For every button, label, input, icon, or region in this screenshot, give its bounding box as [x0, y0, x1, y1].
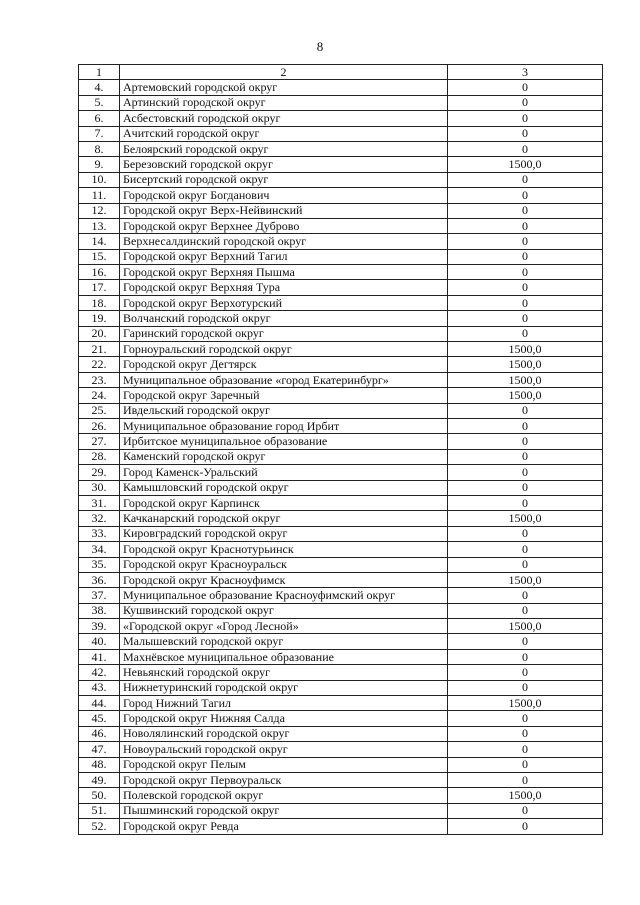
municipality-name-cell: Городской округ Нижняя Салда — [120, 711, 448, 726]
allocation-value-cell: 0 — [448, 218, 603, 233]
municipality-name-cell: Город Каменск-Уральский — [120, 465, 448, 480]
allocation-value-cell: 0 — [448, 111, 603, 126]
allocation-value-cell: 0 — [448, 141, 603, 156]
municipality-name-cell: Малышевский городской округ — [120, 634, 448, 649]
municipality-name-cell: Городской округ Верхний Тагил — [120, 249, 448, 264]
table-row — [79, 742, 603, 757]
table-row — [79, 803, 603, 818]
row-number-cell: 27. — [79, 434, 120, 449]
municipality-name-cell: Верхнесалдинский городской округ — [120, 234, 448, 249]
allocation-value-cell: 1500,0 — [448, 157, 603, 172]
row-number-cell: 44. — [79, 696, 120, 711]
table-row — [79, 465, 603, 480]
municipality-name-cell: Полевской городской округ — [120, 788, 448, 803]
table-row — [79, 126, 603, 141]
row-number-cell: 46. — [79, 726, 120, 741]
row-number-cell: 35. — [79, 557, 120, 572]
row-number-cell: 13. — [79, 218, 120, 233]
row-number-cell: 45. — [79, 711, 120, 726]
allocation-value-cell: 1500,0 — [448, 619, 603, 634]
municipality-name-cell: Городской округ Заречный — [120, 388, 448, 403]
municipality-name-cell: Новолялинский городской округ — [120, 726, 448, 741]
table-row — [79, 95, 603, 110]
table-row — [79, 403, 603, 418]
row-number-cell: 7. — [79, 126, 120, 141]
table-row — [79, 634, 603, 649]
allocation-value-cell: 0 — [448, 680, 603, 695]
allocation-value-cell: 0 — [448, 480, 603, 495]
table-row — [79, 757, 603, 772]
municipality-name-cell: Волчанский городской округ — [120, 311, 448, 326]
column-name-header: 2 — [120, 65, 448, 80]
table-row — [79, 788, 603, 803]
municipality-name-cell: Ирбитское муниципальное образование — [120, 434, 448, 449]
row-number-cell: 15. — [79, 249, 120, 264]
table-row — [79, 511, 603, 526]
table-row — [79, 649, 603, 664]
allocation-value-cell: 1500,0 — [448, 511, 603, 526]
row-number-cell: 42. — [79, 665, 120, 680]
row-number-cell: 29. — [79, 465, 120, 480]
table-row — [79, 680, 603, 695]
row-number-cell: 22. — [79, 357, 120, 372]
row-number-cell: 51. — [79, 803, 120, 818]
allocation-value-cell: 0 — [448, 295, 603, 310]
municipality-name-cell: Каменский городской округ — [120, 449, 448, 464]
municipality-name-cell: Ачитский городской округ — [120, 126, 448, 141]
row-number-cell: 21. — [79, 342, 120, 357]
municipality-name-cell: Муниципальное образование Красноуфимский округ — [120, 588, 448, 603]
row-number-cell: 25. — [79, 403, 120, 418]
row-number-cell: 47. — [79, 742, 120, 757]
allocation-value-cell: 0 — [448, 819, 603, 834]
row-number-cell: 34. — [79, 542, 120, 557]
allocation-value-cell: 0 — [448, 265, 603, 280]
row-number-cell: 12. — [79, 203, 120, 218]
row-number-cell: 49. — [79, 772, 120, 787]
allocation-value-cell: 0 — [448, 711, 603, 726]
row-number-cell: 19. — [79, 311, 120, 326]
row-number-cell: 52. — [79, 819, 120, 834]
allocation-value-cell: 1500,0 — [448, 696, 603, 711]
row-number-cell: 39. — [79, 619, 120, 634]
allocation-value-cell: 0 — [448, 772, 603, 787]
allocation-value-cell: 0 — [448, 603, 603, 618]
allocation-value-cell: 0 — [448, 234, 603, 249]
allocation-value-cell: 0 — [448, 542, 603, 557]
municipality-name-cell: Асбестовский городской округ — [120, 111, 448, 126]
allocation-value-cell: 0 — [448, 665, 603, 680]
table-row — [79, 295, 603, 310]
row-number-cell: 24. — [79, 388, 120, 403]
municipality-name-cell: Городской округ Верхнее Дуброво — [120, 218, 448, 233]
municipality-name-cell: Кировградский городской округ — [120, 526, 448, 541]
allocation-value-cell: 1500,0 — [448, 788, 603, 803]
table-row — [79, 265, 603, 280]
table-row — [79, 280, 603, 295]
row-number-cell: 33. — [79, 526, 120, 541]
table-row — [79, 372, 603, 387]
municipality-name-cell: Городской округ Первоуральск — [120, 772, 448, 787]
municipality-name-cell: Березовский городской округ — [120, 157, 448, 172]
allocation-value-cell: 0 — [448, 649, 603, 664]
table-row — [79, 711, 603, 726]
allocation-value-cell: 0 — [448, 418, 603, 433]
table-row — [79, 357, 603, 372]
table-row — [79, 603, 603, 618]
table-row — [79, 342, 603, 357]
allocation-value-cell: 0 — [448, 326, 603, 341]
municipality-name-cell: Гаринский городской округ — [120, 326, 448, 341]
allocation-value-cell: 0 — [448, 803, 603, 818]
table-header-row — [79, 65, 603, 80]
table-row — [79, 495, 603, 510]
row-number-cell: 9. — [79, 157, 120, 172]
municipality-name-cell: Городской округ Верх-Нейвинский — [120, 203, 448, 218]
municipality-name-cell: Городской округ Красноуральск — [120, 557, 448, 572]
row-number-cell: 41. — [79, 649, 120, 664]
row-number-cell: 26. — [79, 418, 120, 433]
municipality-name-cell: Городской округ Краснотурьинск — [120, 542, 448, 557]
table-row — [79, 480, 603, 495]
table-row — [79, 726, 603, 741]
allocation-value-cell: 0 — [448, 203, 603, 218]
municipality-name-cell: Городской округ Карпинск — [120, 495, 448, 510]
table-row — [79, 388, 603, 403]
allocation-value-cell: 1500,0 — [448, 572, 603, 587]
row-number-cell: 37. — [79, 588, 120, 603]
allocation-value-cell: 1500,0 — [448, 372, 603, 387]
allocation-value-cell: 0 — [448, 449, 603, 464]
municipality-name-cell: Махнёвское муниципальное образование — [120, 649, 448, 664]
municipality-name-cell: Качканарский городской округ — [120, 511, 448, 526]
table-row — [79, 526, 603, 541]
table-row — [79, 772, 603, 787]
municipality-name-cell: Городской округ Богданович — [120, 188, 448, 203]
municipality-name-cell: Городской округ Верхняя Тура — [120, 280, 448, 295]
row-number-cell: 18. — [79, 295, 120, 310]
allocation-table — [78, 64, 603, 835]
table-row — [79, 619, 603, 634]
municipality-name-cell: Невьянский городской округ — [120, 665, 448, 680]
municipality-name-cell: Ивдельский городской округ — [120, 403, 448, 418]
row-number-cell: 36. — [79, 572, 120, 587]
row-number-cell: 31. — [79, 495, 120, 510]
municipality-name-cell: Артемовский городской округ — [120, 80, 448, 95]
row-number-cell: 14. — [79, 234, 120, 249]
table-row — [79, 326, 603, 341]
municipality-name-cell: «Городской округ «Город Лесной» — [120, 619, 448, 634]
table-row — [79, 172, 603, 187]
row-number-cell: 43. — [79, 680, 120, 695]
municipality-name-cell: Городской округ Пелым — [120, 757, 448, 772]
table-row — [79, 311, 603, 326]
municipality-name-cell: Новоуральский городской округ — [120, 742, 448, 757]
row-number-cell: 28. — [79, 449, 120, 464]
allocation-value-cell: 0 — [448, 557, 603, 572]
row-number-cell: 8. — [79, 141, 120, 156]
allocation-value-cell: 0 — [448, 434, 603, 449]
allocation-value-cell: 0 — [448, 280, 603, 295]
table-row — [79, 141, 603, 156]
table-row — [79, 157, 603, 172]
allocation-value-cell: 0 — [448, 311, 603, 326]
allocation-value-cell: 0 — [448, 95, 603, 110]
row-number-cell: 38. — [79, 603, 120, 618]
row-number-cell: 4. — [79, 80, 120, 95]
row-number-cell: 11. — [79, 188, 120, 203]
table-row — [79, 188, 603, 203]
allocation-value-cell: 0 — [448, 757, 603, 772]
allocation-value-cell: 1500,0 — [448, 388, 603, 403]
row-number-cell: 6. — [79, 111, 120, 126]
row-number-cell: 20. — [79, 326, 120, 341]
municipality-name-cell: Город Нижний Тагил — [120, 696, 448, 711]
allocation-value-cell: 0 — [448, 126, 603, 141]
table-row — [79, 819, 603, 834]
allocation-value-cell: 1500,0 — [448, 357, 603, 372]
row-number-cell: 48. — [79, 757, 120, 772]
table-row — [79, 218, 603, 233]
municipality-name-cell: Нижнетуринский городской округ — [120, 680, 448, 695]
table-row — [79, 203, 603, 218]
allocation-value-cell: 0 — [448, 80, 603, 95]
row-number-cell: 30. — [79, 480, 120, 495]
allocation-value-cell: 0 — [448, 726, 603, 741]
allocation-value-cell: 0 — [448, 588, 603, 603]
allocation-value-cell: 0 — [448, 526, 603, 541]
row-number-cell: 5. — [79, 95, 120, 110]
allocation-value-cell: 0 — [448, 249, 603, 264]
table-row — [79, 234, 603, 249]
municipality-name-cell: Горноуральский городской округ — [120, 342, 448, 357]
allocation-value-cell: 0 — [448, 403, 603, 418]
allocation-value-cell: 0 — [448, 742, 603, 757]
table-row — [79, 111, 603, 126]
table-row — [79, 542, 603, 557]
table-body — [79, 65, 603, 835]
municipality-name-cell: Бисертский городской округ — [120, 172, 448, 187]
column-value-header: 3 — [448, 65, 603, 80]
column-number-header: 1 — [79, 65, 120, 80]
municipality-name-cell: Муниципальное образование город Ирбит — [120, 418, 448, 433]
allocation-value-cell: 0 — [448, 465, 603, 480]
municipality-name-cell: Городской округ Верхотурский — [120, 295, 448, 310]
row-number-cell: 32. — [79, 511, 120, 526]
table-row — [79, 588, 603, 603]
page-number: 8 — [316, 39, 324, 54]
allocation-value-cell: 0 — [448, 172, 603, 187]
table-row — [79, 418, 603, 433]
municipality-name-cell: Артинский городской округ — [120, 95, 448, 110]
table-row — [79, 249, 603, 264]
table-row — [79, 696, 603, 711]
table-row — [79, 449, 603, 464]
row-number-cell: 40. — [79, 634, 120, 649]
allocation-value-cell: 0 — [448, 188, 603, 203]
allocation-value-cell: 0 — [448, 634, 603, 649]
row-number-cell: 23. — [79, 372, 120, 387]
municipality-name-cell: Камышловский городской округ — [120, 480, 448, 495]
table-row — [79, 557, 603, 572]
table-row — [79, 572, 603, 587]
municipality-name-cell: Муниципальное образование «город Екатеринбург» — [120, 372, 448, 387]
allocation-value-cell: 0 — [448, 495, 603, 510]
row-number-cell: 17. — [79, 280, 120, 295]
table-row — [79, 434, 603, 449]
row-number-cell: 50. — [79, 788, 120, 803]
allocation-value-cell: 1500,0 — [448, 342, 603, 357]
table-row — [79, 665, 603, 680]
municipality-name-cell: Городской округ Дегтярск — [120, 357, 448, 372]
municipality-name-cell: Пышминский городской округ — [120, 803, 448, 818]
row-number-cell: 16. — [79, 265, 120, 280]
table-row — [79, 80, 603, 95]
municipality-name-cell: Белоярский городской округ — [120, 141, 448, 156]
municipality-name-cell: Городской округ Ревда — [120, 819, 448, 834]
municipality-name-cell: Кушвинский городской округ — [120, 603, 448, 618]
row-number-cell: 10. — [79, 172, 120, 187]
municipality-name-cell: Городской округ Красноуфимск — [120, 572, 448, 587]
municipality-name-cell: Городской округ Верхняя Пышма — [120, 265, 448, 280]
